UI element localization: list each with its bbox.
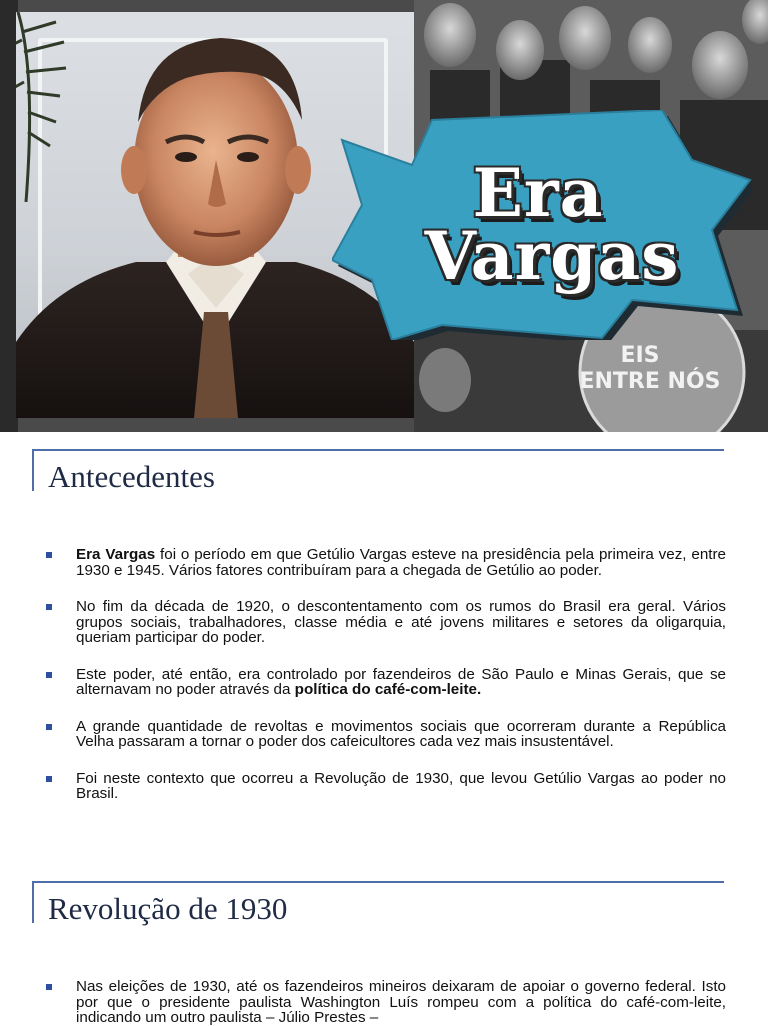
- list-item: [44, 599, 726, 646]
- bold-term: Era Vargas: [76, 546, 156, 563]
- list-item: [44, 771, 726, 802]
- bold-term: política do café-com-leite.: [294, 681, 482, 698]
- bullet-square-icon: [46, 604, 52, 610]
- bullet-list-antecedentes: [44, 547, 726, 802]
- list-item: [44, 547, 726, 578]
- crowd-sign-line2: ENTRE NÓS: [579, 369, 721, 394]
- section-header-antecedentes: [32, 449, 724, 494]
- bullet-square-icon: [46, 724, 52, 730]
- banner-title: [332, 110, 752, 340]
- bullet-square-icon: [46, 984, 52, 990]
- list-item-text: Foi neste contexto que ocorreu a Revolução de 1930, que levou Getúlio Vargas ao poder no Brasil.: [76, 769, 726, 802]
- list-item: [44, 719, 726, 750]
- list-item-text: Nas eleições de 1930, até os fazendeiros mineiros deixaram de apoiar o governo federal. Isto por que o presidente paulista Washington Luís rompeu com a política do café-com-leite, indicando um outro paulista – Júlio Prestes –: [76, 978, 726, 1026]
- list-item: [44, 667, 726, 698]
- cover-image: [0, 0, 768, 432]
- section-title: Antecedentes: [48, 459, 215, 494]
- list-item-text: No fim da década de 1920, o descontentamento com os rumos do Brasil era geral. Vários grupos sociais, trabalhadores, classe média e até jovens militares e setores da oligarquia, queriam participar do poder.: [76, 598, 726, 646]
- list-item-text: Este poder, até então, era controlado por fazendeiros de São Paulo e Minas Gerais, que se alternavam no poder através da: [76, 665, 726, 698]
- section-header-revolucao-1930: [32, 881, 724, 926]
- bullet-square-icon: [46, 552, 52, 558]
- list-item-text: foi o período em que Getúlio Vargas esteve na presidência pela primeira vez, entre 1930 e 1945. Vários fatores contribuíram para a chegada de Getúlio ao poder.: [76, 546, 726, 579]
- banner-title-line1: Era: [472, 154, 604, 233]
- banner-title-line2: Vargas: [424, 217, 680, 295]
- list-item-text: A grande quantidade de revoltas e movimentos sociais que ocorreram durante a República Velha passaram a tornar o poder dos cafeicultores cada vez mais insustentável.: [76, 717, 726, 750]
- section-title: Revolução de 1930: [48, 891, 288, 926]
- palm-leaves-decoration: [16, 12, 86, 202]
- bullet-list-revolucao-1930: [44, 979, 726, 1026]
- bullet-square-icon: [46, 776, 52, 782]
- crowd-sign-line1: EIS: [620, 343, 660, 368]
- list-item: [44, 979, 726, 1026]
- bullet-square-icon: [46, 672, 52, 678]
